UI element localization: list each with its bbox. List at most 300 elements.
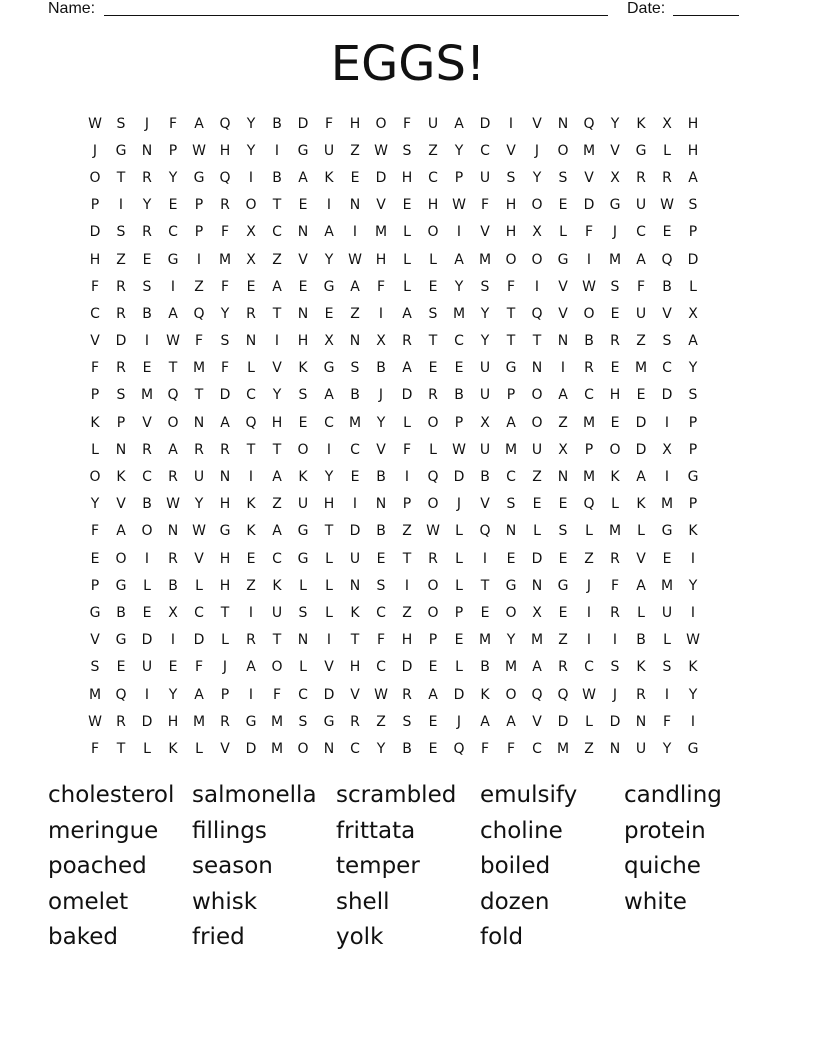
worksheet-header — [48, 0, 748, 20]
grid-letter: E — [350, 469, 360, 486]
word-bank-item: cholesterol — [48, 782, 175, 808]
grid-letter: R — [220, 197, 230, 214]
grid-letter: G — [323, 360, 335, 377]
grid-letter: L — [325, 550, 333, 567]
grid-letter: E — [90, 550, 100, 567]
grid-letter: A — [324, 387, 334, 404]
word-bank-item: protein — [624, 817, 706, 844]
grid-letter: V — [584, 169, 594, 186]
grid-letter: F — [324, 115, 334, 132]
grid-letter: M — [634, 360, 648, 377]
grid-letter: E — [376, 550, 386, 567]
grid-letter: Y — [324, 469, 334, 486]
grid-letter: O — [297, 441, 309, 458]
grid-letter: I — [664, 686, 670, 703]
grid-letter: E — [298, 197, 308, 214]
grid-letter: D — [375, 169, 387, 186]
grid-letter: N — [531, 360, 543, 377]
grid-letter: K — [90, 414, 100, 431]
grid-letter: H — [505, 197, 517, 214]
grid-letter: I — [144, 333, 150, 350]
word-bank-item: meringue — [48, 817, 159, 844]
grid-letter: S — [402, 142, 412, 159]
grid-letter: S — [610, 278, 620, 295]
grid-letter: S — [480, 278, 490, 295]
grid-letter: C — [428, 169, 438, 186]
grid-letter: R — [402, 686, 412, 703]
grid-letter: D — [557, 713, 569, 730]
grid-letter: Z — [376, 713, 386, 730]
grid-letter: Y — [168, 686, 178, 703]
grid-letter: W — [192, 142, 206, 159]
grid-letter: L — [637, 604, 645, 621]
grid-letter: S — [350, 360, 360, 377]
grid-letter: Z — [194, 278, 204, 295]
grid-letter: S — [402, 713, 412, 730]
grid-row — [82, 219, 706, 246]
word-bank-item: omelet — [48, 888, 129, 915]
grid-letter: I — [326, 441, 332, 458]
grid-letter: F — [610, 577, 620, 594]
grid-letter: A — [324, 224, 334, 241]
grid-letter: N — [375, 496, 387, 513]
grid-letter: D — [89, 224, 101, 241]
grid-letter: N — [609, 740, 621, 757]
grid-letter: B — [142, 305, 152, 322]
grid-letter: K — [480, 686, 490, 703]
grid-letter: H — [687, 142, 699, 159]
grid-letter: A — [272, 278, 282, 295]
grid-letter: U — [531, 441, 543, 458]
grid-letter: D — [453, 469, 465, 486]
grid-letter: W — [426, 523, 440, 540]
grid-letter: D — [531, 550, 543, 567]
grid-letter: T — [428, 333, 438, 350]
grid-letter: Y — [324, 251, 334, 268]
grid-letter: P — [90, 577, 100, 594]
grid-letter: I — [690, 550, 696, 567]
grid-letter: L — [299, 659, 307, 676]
grid-letter: E — [298, 414, 308, 431]
word-bank-item: yolk — [336, 924, 384, 950]
grid-letter: B — [376, 523, 386, 540]
grid-row — [82, 599, 706, 626]
grid-letter: H — [687, 115, 699, 132]
grid-letter: L — [143, 740, 151, 757]
grid-letter: X — [324, 333, 334, 350]
grid-letter: A — [194, 115, 204, 132]
grid-row — [82, 192, 706, 219]
grid-letter: P — [402, 496, 412, 513]
grid-letter: I — [170, 632, 176, 649]
grid-letter: E — [428, 713, 438, 730]
grid-letter: U — [297, 496, 309, 513]
grid-letter: W — [686, 632, 700, 649]
word-bank-item: quiche — [624, 853, 701, 879]
grid-letter: A — [636, 577, 646, 594]
grid-letter: P — [688, 224, 698, 241]
grid-letter: N — [323, 740, 335, 757]
grid-letter: M — [478, 632, 492, 649]
grid-letter: W — [192, 523, 206, 540]
grid-letter: B — [636, 632, 646, 649]
grid-letter: A — [636, 251, 646, 268]
grid-letter: E — [168, 659, 178, 676]
grid-letter: I — [144, 686, 150, 703]
grid-letter: C — [298, 686, 308, 703]
grid-letter: L — [663, 142, 671, 159]
grid-letter: L — [221, 632, 229, 649]
grid-letter: R — [116, 360, 126, 377]
grid-letter: O — [427, 496, 439, 513]
grid-letter: X — [480, 414, 490, 431]
grid-letter: L — [689, 278, 697, 295]
grid-letter: P — [688, 414, 698, 431]
grid-letter: G — [635, 142, 647, 159]
grid-letter: V — [142, 414, 152, 431]
grid-letter: S — [662, 659, 672, 676]
grid-letter: S — [558, 169, 568, 186]
grid-letter: R — [142, 169, 152, 186]
grid-letter: D — [245, 740, 257, 757]
grid-letter: U — [479, 360, 491, 377]
grid-letter: C — [194, 604, 204, 621]
grid-letter: D — [141, 713, 153, 730]
grid-letter: N — [193, 414, 205, 431]
grid-letter: L — [637, 523, 645, 540]
grid-letter: S — [116, 387, 126, 404]
grid-row — [82, 164, 706, 191]
grid-letter: O — [427, 224, 439, 241]
grid-letter: G — [297, 523, 309, 540]
word-bank-item: fold — [480, 924, 524, 950]
grid-letter: G — [323, 278, 335, 295]
grid-letter: A — [506, 713, 516, 730]
grid-letter: M — [582, 142, 596, 159]
grid-letter: U — [271, 604, 283, 621]
grid-letter: F — [168, 115, 178, 132]
grid-letter: T — [324, 523, 334, 540]
grid-letter: D — [401, 387, 413, 404]
grid-letter: H — [219, 496, 231, 513]
grid-letter: Q — [661, 251, 673, 268]
grid-letter: H — [349, 659, 361, 676]
grid-letter: S — [298, 604, 308, 621]
grid-letter: N — [635, 713, 647, 730]
grid-letter: F — [480, 197, 490, 214]
grid-letter: V — [220, 740, 230, 757]
grid-letter: R — [168, 550, 178, 567]
grid-letter: I — [170, 278, 176, 295]
grid-letter: I — [586, 632, 592, 649]
grid-letter: E — [428, 740, 438, 757]
grid-letter: V — [194, 550, 204, 567]
grid-letter: R — [168, 469, 178, 486]
grid-letter: V — [558, 278, 568, 295]
grid-letter: F — [220, 224, 230, 241]
date-blank-line — [673, 15, 739, 16]
grid-letter: L — [247, 360, 255, 377]
grid-letter: E — [454, 360, 464, 377]
grid-letter: E — [428, 360, 438, 377]
grid-letter: G — [89, 604, 101, 621]
grid-letter: G — [115, 632, 127, 649]
grid-letter: Q — [219, 115, 231, 132]
grid-letter: Z — [558, 632, 568, 649]
grid-letter: Y — [688, 686, 698, 703]
grid-letter: H — [401, 169, 413, 186]
grid-letter: F — [376, 278, 386, 295]
grid-letter: Q — [219, 169, 231, 186]
grid-letter: N — [349, 577, 361, 594]
grid-letter: P — [454, 169, 464, 186]
grid-letter: V — [376, 441, 386, 458]
grid-letter: O — [557, 142, 569, 159]
grid-row — [82, 545, 706, 572]
grid-letter: Y — [610, 115, 620, 132]
grid-letter: H — [219, 142, 231, 159]
grid-letter: Q — [193, 305, 205, 322]
grid-letter: W — [582, 278, 596, 295]
grid-letter: R — [246, 305, 256, 322]
grid-letter: Y — [220, 305, 230, 322]
grid-row — [82, 627, 706, 654]
grid-letter: J — [456, 496, 462, 513]
grid-letter: Z — [246, 577, 256, 594]
grid-letter: U — [635, 197, 647, 214]
grid-letter: I — [118, 197, 124, 214]
grid-letter: Y — [246, 142, 256, 159]
grid-letter: T — [116, 740, 126, 757]
grid-letter: C — [636, 224, 646, 241]
grid-letter: E — [142, 251, 152, 268]
grid-letter: F — [194, 659, 204, 676]
grid-letter: M — [660, 496, 674, 513]
grid-letter: X — [246, 224, 256, 241]
grid-letter: H — [401, 632, 413, 649]
grid-letter: H — [349, 115, 361, 132]
grid-row — [82, 708, 706, 735]
grid-letter: Q — [479, 523, 491, 540]
grid-letter: E — [662, 224, 672, 241]
grid-letter: W — [374, 686, 388, 703]
grid-letter: B — [662, 278, 672, 295]
grid-letter: O — [167, 414, 179, 431]
grid-letter: Y — [688, 360, 698, 377]
grid-letter: V — [90, 333, 100, 350]
grid-letter: A — [480, 713, 490, 730]
grid-letter: M — [270, 713, 284, 730]
grid-letter: T — [272, 197, 282, 214]
grid-letter: B — [376, 360, 386, 377]
grid-letter: E — [532, 496, 542, 513]
grid-letter: Q — [531, 305, 543, 322]
grid-letter: A — [194, 686, 204, 703]
grid-letter: B — [454, 387, 464, 404]
grid-letter: U — [479, 441, 491, 458]
grid-letter: C — [584, 387, 594, 404]
grid-letter: Q — [245, 414, 257, 431]
grid-letter: G — [557, 577, 569, 594]
grid-letter: T — [116, 169, 126, 186]
grid-letter: F — [90, 523, 100, 540]
grid-letter: T — [272, 441, 282, 458]
grid-letter: V — [324, 659, 334, 676]
grid-letter: F — [220, 278, 230, 295]
grid-letter: B — [116, 604, 126, 621]
grid-letter: E — [610, 360, 620, 377]
grid-letter: I — [456, 224, 462, 241]
grid-row — [82, 735, 706, 762]
grid-letter: O — [89, 169, 101, 186]
grid-letter: N — [349, 197, 361, 214]
grid-letter: X — [532, 224, 542, 241]
grid-letter: E — [324, 305, 334, 322]
grid-letter: R — [636, 169, 646, 186]
grid-letter: H — [505, 224, 517, 241]
grid-letter: F — [220, 360, 230, 377]
grid-letter: L — [455, 550, 463, 567]
grid-letter: L — [455, 659, 463, 676]
grid-letter: Y — [662, 740, 672, 757]
grid-letter: E — [350, 169, 360, 186]
grid-letter: Y — [376, 414, 386, 431]
grid-letter: A — [688, 169, 698, 186]
grid-letter: Q — [427, 469, 439, 486]
grid-letter: O — [427, 414, 439, 431]
grid-letter: E — [142, 604, 152, 621]
grid-letter: E — [610, 305, 620, 322]
grid-letter: O — [505, 686, 517, 703]
word-bank-item: choline — [480, 817, 563, 844]
grid-letter: Y — [480, 333, 490, 350]
word-bank-item: boiled — [480, 853, 551, 879]
grid-letter: Z — [636, 333, 646, 350]
grid-letter: M — [270, 740, 284, 757]
grid-letter: W — [452, 441, 466, 458]
grid-letter: E — [558, 550, 568, 567]
grid-letter: E — [428, 278, 438, 295]
grid-letter: T — [480, 577, 490, 594]
grid-letter: I — [352, 224, 358, 241]
grid-letter: E — [506, 550, 516, 567]
grid-letter: S — [142, 278, 152, 295]
grid-letter: F — [506, 278, 516, 295]
grid-letter: A — [454, 251, 464, 268]
grid-letter: O — [427, 604, 439, 621]
grid-letter: P — [428, 632, 438, 649]
grid-letter: C — [168, 224, 178, 241]
grid-letter: V — [90, 632, 100, 649]
grid-letter: F — [480, 740, 490, 757]
grid-row — [82, 463, 706, 490]
grid-row — [82, 137, 706, 164]
grid-letter: D — [635, 441, 647, 458]
grid-letter: N — [245, 333, 257, 350]
grid-letter: T — [194, 387, 204, 404]
grid-letter: V — [662, 305, 672, 322]
grid-letter: K — [636, 659, 646, 676]
grid-letter: R — [220, 713, 230, 730]
grid-letter: W — [166, 496, 180, 513]
grid-letter: M — [608, 523, 622, 540]
grid-letter: K — [610, 469, 620, 486]
word-bank-item: white — [624, 888, 687, 915]
grid-letter: W — [166, 333, 180, 350]
grid-row — [82, 572, 706, 599]
grid-letter: C — [532, 740, 542, 757]
grid-letter: Z — [558, 414, 568, 431]
grid-letter: P — [220, 686, 230, 703]
grid-letter: F — [636, 278, 646, 295]
grid-letter: C — [272, 550, 282, 567]
grid-letter: M — [192, 713, 206, 730]
grid-letter: O — [531, 414, 543, 431]
grid-letter: H — [427, 197, 439, 214]
grid-letter: K — [636, 496, 646, 513]
grid-letter: A — [506, 414, 516, 431]
grid-letter: L — [585, 713, 593, 730]
grid-letter: K — [350, 604, 360, 621]
grid-row — [82, 654, 706, 681]
grid-letter: S — [220, 333, 230, 350]
grid-letter: E — [298, 278, 308, 295]
grid-letter: L — [325, 577, 333, 594]
grid-row — [82, 436, 706, 463]
grid-letter: M — [348, 414, 362, 431]
grid-letter: N — [115, 441, 127, 458]
grid-letter: P — [688, 441, 698, 458]
grid-letter: O — [609, 441, 621, 458]
grid-letter: S — [428, 305, 438, 322]
grid-letter: N — [557, 333, 569, 350]
grid-letter: G — [219, 523, 231, 540]
grid-row — [82, 409, 706, 436]
grid-letter: G — [505, 577, 517, 594]
grid-letter: O — [505, 604, 517, 621]
grid-letter: H — [219, 577, 231, 594]
grid-letter: V — [298, 251, 308, 268]
grid-letter: F — [90, 360, 100, 377]
grid-letter: V — [532, 115, 542, 132]
grid-letter: U — [141, 659, 153, 676]
grid-letter: Y — [376, 740, 386, 757]
grid-letter: A — [350, 278, 360, 295]
grid-letter: T — [272, 632, 282, 649]
grid-letter: V — [610, 142, 620, 159]
grid-letter: P — [90, 387, 100, 404]
grid-letter: K — [246, 496, 256, 513]
grid-letter: D — [453, 686, 465, 703]
grid-letter: G — [609, 197, 621, 214]
grid-letter: A — [558, 387, 568, 404]
grid-letter: C — [376, 604, 386, 621]
grid-letter: P — [168, 142, 178, 159]
grid-row — [82, 382, 706, 409]
grid-letter: L — [143, 577, 151, 594]
grid-letter: G — [687, 469, 699, 486]
grid-letter: M — [582, 414, 596, 431]
grid-letter: Y — [506, 632, 516, 649]
grid-letter: D — [687, 251, 699, 268]
grid-letter: A — [220, 414, 230, 431]
grid-letter: C — [324, 414, 334, 431]
grid-letter: R — [220, 441, 230, 458]
grid-letter: X — [610, 169, 620, 186]
grid-letter: Y — [246, 115, 256, 132]
grid-letter: T — [506, 333, 516, 350]
grid-letter: R — [662, 169, 672, 186]
